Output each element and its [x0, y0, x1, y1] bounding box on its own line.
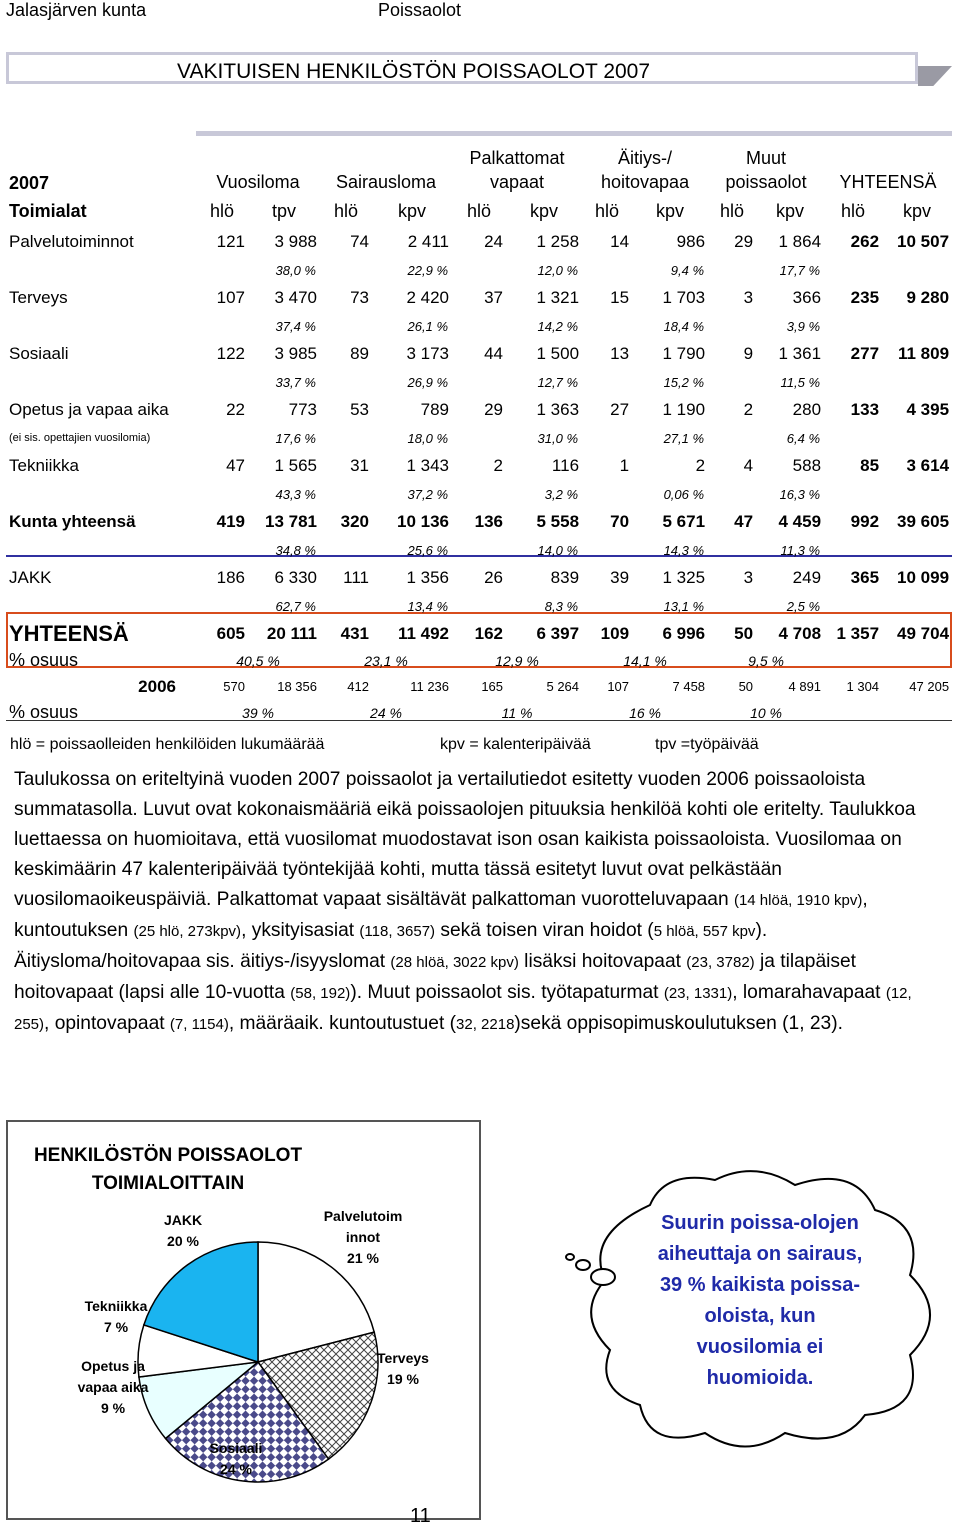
- row-name: Tekniikka: [9, 456, 79, 475]
- pct-cell: 2,5 %: [786, 598, 821, 614]
- table-cell: 992: [850, 512, 880, 531]
- paragraph-text: , opintovapaat: [44, 1013, 170, 1034]
- grand-total-cell: 109: [600, 624, 630, 643]
- paragraph-text: )sekä oppisopimuskoulutuksen (1, 23).: [514, 1013, 843, 1034]
- pct-cell: 11,5 %: [780, 374, 821, 390]
- pie-label-value: 9 %: [100, 1400, 126, 1416]
- share-cell: 9,5 %: [748, 652, 784, 669]
- unit-kpv: kpv: [398, 200, 427, 221]
- pct-cell: 27,1 %: [663, 430, 705, 446]
- table-cell: 44: [484, 344, 504, 363]
- pct-cell: 33,7 %: [275, 374, 316, 390]
- empty-cell: [824, 424, 952, 452]
- table-cell: 1 343: [406, 456, 450, 475]
- pie-label: [53, 1356, 173, 1419]
- pct-cell: 25,6 %: [407, 542, 449, 558]
- table-cell: 9 280: [906, 288, 950, 307]
- table-cell: 73: [350, 288, 369, 307]
- table-pct-row: [6, 480, 952, 508]
- table-cell: 26: [484, 568, 504, 587]
- table-row: [6, 564, 952, 592]
- table-cell: 47: [226, 456, 245, 475]
- row-note: (ei sis. opettajien vuosilomia): [9, 432, 151, 444]
- grand-total-row: [6, 620, 952, 648]
- table-cell: 1 500: [536, 344, 580, 363]
- group-header-line1: Palkattomat: [469, 148, 565, 168]
- pie-label-value: 24 %: [220, 1461, 252, 1477]
- pct-cell: 37,2 %: [407, 486, 449, 502]
- row-note: [6, 312, 196, 340]
- pie-label-name: Opetus ja vapaa aika: [77, 1358, 149, 1395]
- pie-label-value: 21 %: [347, 1250, 379, 1266]
- table-cell: 1 363: [536, 400, 580, 419]
- pie-label: [303, 1206, 423, 1269]
- grand-total-cell: 6 996: [662, 624, 706, 643]
- unit-kpv: kpv: [530, 200, 559, 221]
- legend-hlo: hlö = poissaolleiden henkilöiden lukumäärää: [10, 736, 325, 753]
- grand-total-cell: 431: [340, 624, 369, 643]
- row-note: [6, 368, 196, 396]
- paragraph-text: lisäksi hoitovapaat: [518, 951, 687, 972]
- paragraph-figure: (23, 1331): [663, 985, 733, 1002]
- table-cell: 29: [484, 400, 504, 419]
- group-header-line2: Sairausloma: [335, 172, 437, 192]
- paragraph-figure: (23, 3782): [686, 954, 755, 971]
- table-cell: 47: [734, 512, 754, 531]
- unit-kpv: kpv: [903, 200, 932, 221]
- year-2006-cell: 5 264: [546, 679, 580, 694]
- paragraph-figure: (12, 255): [14, 985, 912, 1033]
- grand-total-cell: 162: [474, 624, 504, 643]
- table-pct-row: [6, 424, 952, 452]
- paragraph-figure: (14 hlöä, 1910 kpv): [733, 892, 863, 909]
- year-2006-cell: 7 458: [672, 679, 706, 694]
- pct-cell: 12,0 %: [537, 262, 579, 278]
- table-cell: 1: [619, 456, 630, 475]
- empty-cell: [824, 700, 952, 725]
- table-cell: 3 173: [406, 344, 450, 363]
- group-header-line1: Muut: [746, 148, 787, 168]
- pct-cell: 17,6 %: [275, 430, 316, 446]
- table-cell: 89: [350, 344, 369, 363]
- share-row: [6, 700, 952, 725]
- column-group-header: [582, 134, 708, 195]
- paragraph-text: ja tilapäiset hoitovapaat (lapsi alle 10-vuotta: [14, 951, 857, 1003]
- grand-total-cell: 50: [734, 624, 754, 643]
- table-cell: 262: [850, 232, 880, 251]
- table-cell: 111: [343, 568, 369, 587]
- table-cell: 1 790: [662, 344, 706, 363]
- callout-text: Suurin poissa-olojen aiheuttaja on sairaus, 39 % kaikista poissa-oloista, kun vuosilomia ei huomioida.: [657, 1212, 863, 1389]
- pie-label-name: Terveys: [377, 1350, 429, 1366]
- pie-label-name: Palvelutoiminnot: [323, 1208, 403, 1245]
- absence-table: [6, 131, 952, 725]
- pct-cell: 14,3 %: [663, 542, 705, 558]
- pct-cell: 18,4 %: [663, 318, 705, 334]
- empty-cell: [824, 592, 952, 620]
- grand-total-cell: 4 708: [778, 624, 822, 643]
- table-cell: 39 605: [897, 512, 950, 531]
- year-2006-label: 2006: [138, 676, 176, 696]
- row-name: Palvelutoiminnot: [9, 232, 134, 251]
- empty-cell: [824, 480, 952, 508]
- table-cell: 1 703: [662, 288, 706, 307]
- share-label: % osuus: [9, 650, 79, 670]
- table-cell: 3: [743, 568, 754, 587]
- table-cell: 5 558: [536, 512, 580, 531]
- table-pct-row: [6, 256, 952, 284]
- paragraph-figure: 5 hlöä, 557 kpv: [653, 923, 756, 940]
- pct-cell: 31,0 %: [537, 430, 579, 446]
- table-cell: 3 985: [274, 344, 317, 363]
- table-cell: 85: [860, 456, 880, 475]
- paragraph-text: sekä toisen viran hoidot (: [435, 920, 654, 941]
- pie-label-name: JAKK: [163, 1212, 203, 1228]
- header-left: Jalasjärven kunta: [6, 0, 147, 20]
- share-cell: 23,1 %: [364, 652, 408, 669]
- paragraph-figure: (58, 192): [290, 985, 351, 1002]
- pct-cell: 12,7 %: [537, 374, 579, 390]
- row-note: [6, 536, 196, 564]
- table-cell: 4: [743, 456, 754, 475]
- share-cell: 11 %: [501, 704, 533, 721]
- paragraph-text: Taulukossa on eriteltyinä vuoden 2007 poissaolot ja vertailutiedot esitetty vuoden 2006 poissaoloista summatasolla. Luvut ovat kokonaismääriä eikä poissaolojen pituuksia henkilöä kohti ole eritelty. Taulukkoa luettaessa on huomioitava, että vuosilomat muodostavat ison osan kaikista poissaoloista. Vuosilomaa on keskimäärin 47 kalenteripäivää työntekijää kohti, mutta tässä esitetyt luvut ovat pelkästään vuosilomaoikeuspäiviä. Palkattomat vapaat sisältävät palkattoman vuorotteluvapaan: [14, 769, 916, 910]
- unit-hlo: hlö: [841, 200, 866, 221]
- pct-cell: 38,0 %: [275, 262, 316, 278]
- year-2006-cell: 165: [481, 679, 504, 694]
- table-cell: 2 420: [406, 288, 450, 307]
- table-cell: 136: [474, 512, 504, 531]
- unit-hlo: hlö: [720, 200, 745, 221]
- row-name: Kunta yhteensä: [9, 512, 136, 531]
- share-cell: 10 %: [750, 704, 782, 721]
- unit-tpv: tpv: [271, 200, 296, 221]
- empty-cell: [824, 256, 952, 284]
- table-cell: 186: [216, 568, 245, 587]
- grand-total-cell: 20 111: [266, 624, 317, 643]
- table-cell: 14: [610, 232, 630, 251]
- legend-tpv: tpv =työpäivää: [655, 736, 759, 753]
- table-cell: 2: [743, 400, 754, 419]
- description-paragraph: [14, 765, 950, 1040]
- pct-cell: 9,4 %: [670, 262, 705, 278]
- table-pct-row: [6, 592, 952, 620]
- table-cell: 116: [551, 456, 580, 475]
- table-row: [6, 228, 952, 256]
- group-header-line2: YHTEENSÄ: [839, 172, 937, 192]
- pct-cell: 3,2 %: [544, 486, 579, 502]
- pie-label: [176, 1438, 296, 1480]
- pct-cell: 22,9 %: [407, 262, 449, 278]
- pie-label: [343, 1348, 463, 1390]
- unit-kpv: kpv: [656, 200, 685, 221]
- pct-cell: 62,7 %: [275, 598, 316, 614]
- table-cell: 107: [216, 288, 245, 307]
- table-cell: 1 325: [662, 568, 706, 587]
- table-cell: 1 864: [778, 232, 822, 251]
- pie-label-value: 20 %: [167, 1233, 199, 1249]
- table-cell: 5 671: [662, 512, 706, 531]
- unit-hlo: hlö: [209, 200, 235, 221]
- page-number: 11: [410, 1505, 431, 1527]
- empty-cell: [824, 536, 952, 564]
- header-center: Poissaolot: [378, 0, 462, 20]
- pct-cell: 6,4 %: [786, 430, 821, 446]
- pie-label: [56, 1296, 176, 1338]
- table-cell: 1 258: [536, 232, 580, 251]
- pct-cell: 16,3 %: [779, 486, 821, 502]
- pie-chart-panel: [6, 1120, 481, 1520]
- table-cell: 588: [792, 456, 822, 475]
- table-cell: 1 321: [536, 288, 580, 307]
- table-pct-row: [6, 368, 952, 396]
- year-2006-cell: 11 236: [410, 679, 450, 694]
- table-cell: 133: [850, 400, 880, 419]
- grand-total-cell: 1 357: [836, 624, 880, 643]
- row-name: Terveys: [9, 288, 68, 307]
- year-label: 2007: [9, 173, 50, 193]
- year-2006-cell: 570: [223, 679, 245, 694]
- row-note: [6, 592, 196, 620]
- table-cell: 122: [216, 344, 245, 363]
- paragraph-figure: (7, 1154): [169, 1016, 229, 1033]
- table-cell: 31: [350, 456, 369, 475]
- table-header-row: [6, 134, 952, 195]
- table-cell: 15: [610, 288, 630, 307]
- paragraph-text: ). Muut poissaolot sis. työtapaturmat: [350, 982, 664, 1003]
- table-cell: 3 470: [274, 288, 317, 307]
- table-cell: 9: [743, 344, 754, 363]
- table-cell: 53: [350, 400, 369, 419]
- table-cell: 1 190: [662, 400, 706, 419]
- table-cell: 13 781: [265, 512, 317, 531]
- table-cell: 1 565: [274, 456, 317, 475]
- paragraph-text: , lomarahavapaat: [732, 982, 886, 1003]
- table-cell: 74: [350, 232, 369, 251]
- table-cell: 320: [340, 512, 369, 531]
- table-pct-row: [6, 312, 952, 340]
- pct-cell: 13,4 %: [407, 598, 449, 614]
- table-cell: 277: [850, 344, 880, 363]
- unit-kpv: kpv: [776, 200, 805, 221]
- paragraph-text: , määräaik. kuntoutustuet (: [228, 1013, 457, 1034]
- pct-cell: 26,1 %: [407, 318, 449, 334]
- share-cell: 40,5 %: [236, 652, 280, 669]
- column-group-header: [196, 134, 320, 195]
- pct-cell: 17,7 %: [779, 262, 821, 278]
- table-cell: 27: [610, 400, 630, 419]
- column-group-header: [452, 134, 582, 195]
- table-cell: 4 459: [778, 512, 822, 531]
- table-unit-row: [6, 194, 952, 228]
- grand-total-cell: 49 704: [897, 624, 950, 643]
- table-pct-row: [6, 536, 952, 564]
- share-row: [6, 648, 952, 673]
- empty-cell: [824, 312, 952, 340]
- table-cell: 249: [792, 568, 822, 587]
- legend-kpv: kpv = kalenteripäivää: [440, 736, 591, 753]
- paragraph-figure: 32, 2218: [456, 1016, 515, 1033]
- table-cell: 789: [420, 400, 450, 419]
- table-cell: 22: [226, 400, 245, 419]
- pct-cell: 0,06 %: [663, 486, 705, 502]
- table-row: [6, 396, 952, 424]
- chart-title: HENKILÖSTÖN POISSAOLOT TOIMIALOITTAIN: [33, 1145, 303, 1194]
- table-cell: 1 356: [406, 568, 450, 587]
- pie-label: [123, 1210, 243, 1252]
- group-header-line2: Vuosiloma: [216, 172, 300, 192]
- pct-cell: 43,3 %: [275, 486, 316, 502]
- table-cell: 2: [695, 456, 706, 475]
- table-cell: 29: [734, 232, 754, 251]
- share-cell: 39 %: [242, 704, 274, 721]
- table-cell: 2: [493, 456, 504, 475]
- unit-hlo: hlö: [595, 200, 620, 221]
- paragraph-figure: (25 hlö, 273kpv): [133, 923, 242, 940]
- table-cell: 24: [484, 232, 504, 251]
- year-2006-cell: 1 304: [846, 679, 880, 694]
- row-note: [6, 480, 196, 508]
- grand-total-cell: 6 397: [536, 624, 580, 643]
- table-cell: 70: [610, 512, 630, 531]
- column-group-header: [320, 134, 452, 195]
- paragraph-figure: (118, 3657): [359, 923, 436, 940]
- paragraph-text: ). Äitiysloma/hoitovapaa sis. äitiys-/isyyslomat: [14, 920, 768, 972]
- share-cell: 24 %: [370, 704, 402, 721]
- row-note: [6, 256, 196, 284]
- year-2006-cell: 107: [607, 679, 630, 694]
- row-name: Opetus ja vapaa aika: [9, 400, 169, 419]
- pct-cell: 14,0 %: [537, 542, 579, 558]
- table-cell: 10 136: [397, 512, 450, 531]
- row-name: JAKK: [9, 568, 52, 587]
- table-cell: 365: [850, 568, 880, 587]
- share-cell: 14,1 %: [623, 652, 667, 669]
- paragraph-text: , yksityisasiat: [241, 920, 360, 941]
- grand-total-label: YHTEENSÄ: [9, 621, 129, 646]
- year-2006-cell: 412: [347, 679, 369, 694]
- table-cell: 11 809: [897, 344, 950, 363]
- group-header-line1: Äitiys-/: [618, 148, 673, 168]
- year-2006-cell: 18 356: [277, 679, 317, 694]
- pie-label-value: 7 %: [103, 1319, 129, 1335]
- pct-cell: 37,4 %: [275, 318, 316, 334]
- pie-label-value: 19 %: [387, 1371, 419, 1387]
- table-cell: 280: [792, 400, 822, 419]
- table-cell: 419: [216, 512, 245, 531]
- table-cell: 13: [610, 344, 630, 363]
- empty-cell: [824, 368, 952, 396]
- page-title: VAKITUISEN HENKILÖSTÖN POISSAOLOT 2007: [6, 52, 918, 84]
- pct-cell: 18,0 %: [407, 430, 449, 446]
- group-header-line2: hoitovapaa: [601, 172, 690, 192]
- toimialat-label: Toimialat: [9, 200, 87, 221]
- pie-label-name: Sosiaali: [209, 1440, 263, 1456]
- share-cell: 16 %: [629, 704, 661, 721]
- table-cell: 37: [484, 288, 504, 307]
- share-label: % osuus: [9, 702, 79, 722]
- pct-cell: 26,9 %: [407, 374, 449, 390]
- table-cell: 39: [610, 568, 630, 587]
- column-group-header: [824, 134, 952, 195]
- grand-total-cell: 11 492: [397, 624, 450, 643]
- table-cell: 1 361: [778, 344, 822, 363]
- year-2006-cell: 50: [738, 679, 754, 694]
- table-cell: 10 099: [897, 568, 950, 587]
- table-cell: 235: [850, 288, 880, 307]
- year-2006-row: [6, 673, 952, 700]
- pct-cell: 34,8 %: [275, 542, 316, 558]
- unit-hlo: hlö: [467, 200, 492, 221]
- share-cell: 12,9 %: [495, 652, 539, 669]
- pct-cell: 15,2 %: [663, 374, 705, 390]
- banner-shadow: [918, 66, 952, 86]
- paragraph-text: , kuntoutuksen: [14, 889, 868, 941]
- paragraph-figure: (28 hlöä, 3022 kpv): [390, 954, 519, 971]
- table-cell: 4 395: [906, 400, 950, 419]
- table-cell: 2 411: [407, 232, 450, 251]
- pct-cell: 14,2 %: [537, 318, 579, 334]
- year-2006-cell: 4 891: [788, 679, 822, 694]
- table-cell: 773: [288, 400, 317, 419]
- table-cell: 839: [550, 568, 580, 587]
- pct-cell: 8,3 %: [544, 598, 579, 614]
- table-cell: 3 988: [274, 232, 317, 251]
- table-row: [6, 452, 952, 480]
- table-cell: 3 614: [906, 456, 950, 475]
- grand-total-cell: 605: [216, 624, 245, 643]
- column-group-header: [708, 134, 824, 195]
- year-2006-cell: 47 205: [909, 679, 950, 694]
- row-name: Sosiaali: [9, 344, 69, 363]
- table-row: [6, 508, 952, 536]
- pct-cell: 13,1 %: [663, 598, 705, 614]
- unit-hlo: hlö: [333, 200, 359, 221]
- table-cell: 3: [743, 288, 754, 307]
- group-header-line2: poissaolot: [725, 172, 807, 192]
- empty-cell: [824, 648, 952, 673]
- pct-cell: 11,3 %: [780, 542, 821, 558]
- table-cell: 366: [792, 288, 822, 307]
- pct-cell: 3,9 %: [786, 318, 821, 334]
- table-row: [6, 284, 952, 312]
- table-cell: 986: [676, 232, 706, 251]
- table-row: [6, 340, 952, 368]
- table-cell: 6 330: [274, 568, 317, 587]
- table-cell: 10 507: [897, 232, 950, 251]
- table-cell: 121: [216, 232, 245, 251]
- group-header-line2: vapaat: [490, 172, 545, 192]
- pie-label-name: Tekniikka: [84, 1298, 148, 1314]
